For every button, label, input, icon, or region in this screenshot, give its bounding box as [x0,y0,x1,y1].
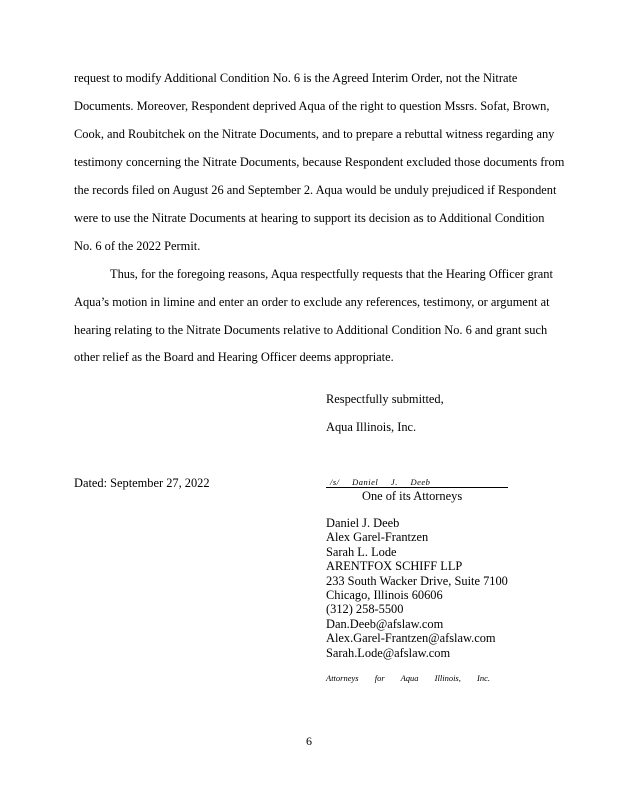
attorney-name: Sarah L. Lode [326,544,397,559]
attorney-email: Alex.Garel-Frantzen@afslaw.com [326,631,496,646]
page-number: 6 [306,734,312,748]
attorneys-for: Attorneys for Aqua Illinois, Inc. [326,673,490,683]
body-line: Documents. Moreover, Respondent deprived Aqua of the right to question Mssrs. Sofat, Brown, [74,99,550,113]
signature-role: One of its Attorneys [362,489,463,503]
body-line: Cook, and Roubitchek on the Nitrate Documents, and to prepare a rebuttal witness regarding any [74,127,555,141]
electronic-signature: /s/ Daniel J. Deeb [330,477,431,487]
body-line: Aqua’s motion in limine and enter an order to exclude any references, testimony, or argument at [74,295,550,309]
attorney-email: Dan.Deeb@afslaw.com [326,616,444,631]
attorney-email: Sarah.Lode@afslaw.com [326,645,451,660]
body-line: Thus, for the foregoing reasons, Aqua respectfully requests that the Hearing Officer grant [110,267,553,281]
body-line: were to use the Nitrate Documents at hearing to support its decision as to Additional Condition [74,211,545,225]
body-line: the records filed on August 26 and September 2. Aqua would be unduly prejudiced if Respondent [74,183,557,197]
firm-address: 233 South Wacker Drive, Suite 7100 [326,573,508,588]
closing-respectfully: Respectfully submitted, [326,392,444,406]
attorney-name: Daniel J. Deeb [326,516,400,530]
body-line: testimony concerning the Nitrate Documents, because Respondent excluded those documents from [74,155,565,169]
firm-phone: (312) 258-5500 [326,602,404,617]
firm-city: Chicago, Illinois 60606 [326,588,443,603]
body-line: hearing relating to the Nitrate Documents relative to Additional Condition No. 6 and grant such [74,323,548,337]
body-line: No. 6 of the 2022 Permit. [74,239,201,253]
body-line: other relief as the Board and Hearing Officer deems appropriate. [74,350,394,364]
firm-name: ARENTFOX SCHIFF LLP [326,559,463,574]
signature-line [326,487,508,488]
attorney-name: Alex Garel-Frantzen [326,530,429,545]
closing-company: Aqua Illinois, Inc. [326,420,417,434]
attorney-block [326,516,508,660]
body-line: request to modify Additional Condition No. 6 is the Agreed Interim Order, not the Nitrate [74,71,518,85]
date-line: Dated: September 27, 2022 [74,476,210,490]
